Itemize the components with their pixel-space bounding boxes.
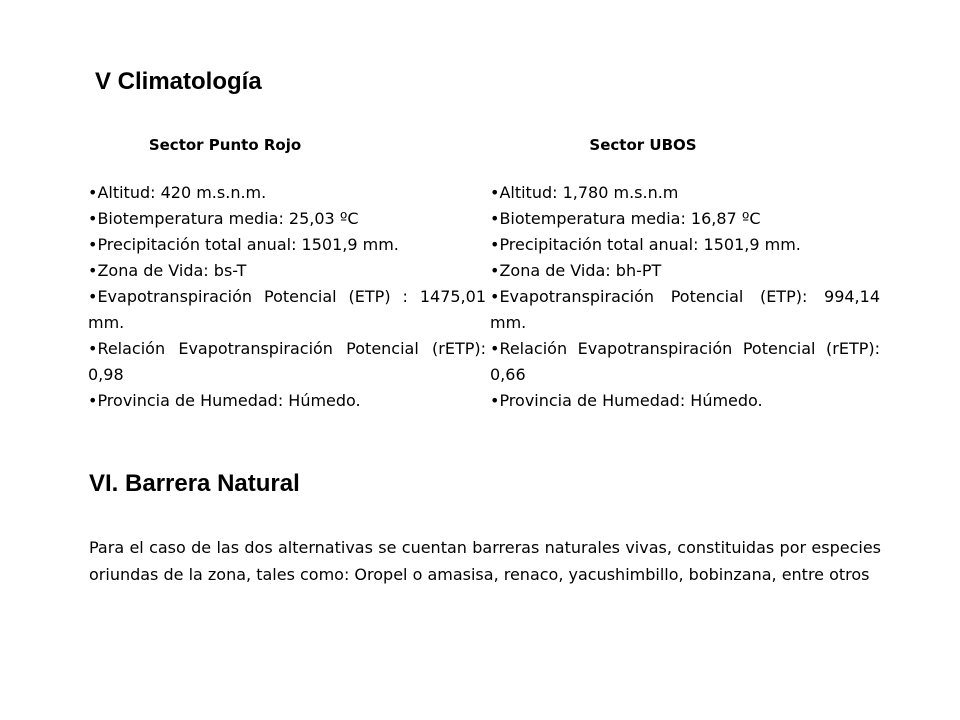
list-item-zona-de-vida: • Zona de Vida: bh-PT xyxy=(490,258,880,284)
list-item-provincia-humedad: • Provincia de Humedad: Húmedo. xyxy=(490,388,880,414)
section-title-climatologia: V Climatología xyxy=(95,68,262,95)
list-item-precipitacion: • Precipitación total anual: 1501,9 mm. xyxy=(88,232,486,258)
list-item-precipitacion: • Precipitación total anual: 1501,9 mm. xyxy=(490,232,880,258)
list-item-retp: • Relación Evapotranspiración Potencial (rETP): 0,66 xyxy=(490,336,880,388)
sector-ubos-column xyxy=(490,134,880,414)
sector-ubos-title: Sector UBOS xyxy=(589,136,697,154)
section-title-barrera-natural: VI. Barrera Natural xyxy=(89,470,300,497)
list-item-retp: • Relación Evapotranspiración Potencial (rETP): 0,98 xyxy=(88,336,486,388)
sector-punto-rojo-title: Sector Punto Rojo xyxy=(148,136,302,154)
sector-ubos-list xyxy=(490,180,880,414)
list-item-zona-de-vida: • Zona de Vida: bs-T xyxy=(88,258,486,284)
list-item-altitud: • Altitud: 1,780 m.s.n.m xyxy=(490,180,880,206)
list-item-etp: • Evapotranspiración Potencial (ETP): 994,14 mm. xyxy=(490,284,880,336)
list-item-etp: • Evapotranspiración Potencial (ETP) : 1475,01 mm. xyxy=(88,284,486,336)
barrera-natural-paragraph: Para el caso de las dos alternativas se cuentan barreras naturales vivas, constituidas por especies oriundas de la zona, tales como: Oropel o amasisa, renaco, yacushimbillo, bobinzana, entre otros xyxy=(89,538,881,584)
list-item-altitud: • Altitud: 420 m.s.n.m. xyxy=(88,180,486,206)
list-item-biotemperatura: • Biotemperatura media: 25,03 ºC xyxy=(88,206,486,232)
sector-punto-rojo-list xyxy=(88,180,486,414)
sector-punto-rojo-column xyxy=(88,134,486,414)
list-item-provincia-humedad: • Provincia de Humedad: Húmedo. xyxy=(88,388,486,414)
list-item-biotemperatura: • Biotemperatura media: 16,87 ºC xyxy=(490,206,880,232)
